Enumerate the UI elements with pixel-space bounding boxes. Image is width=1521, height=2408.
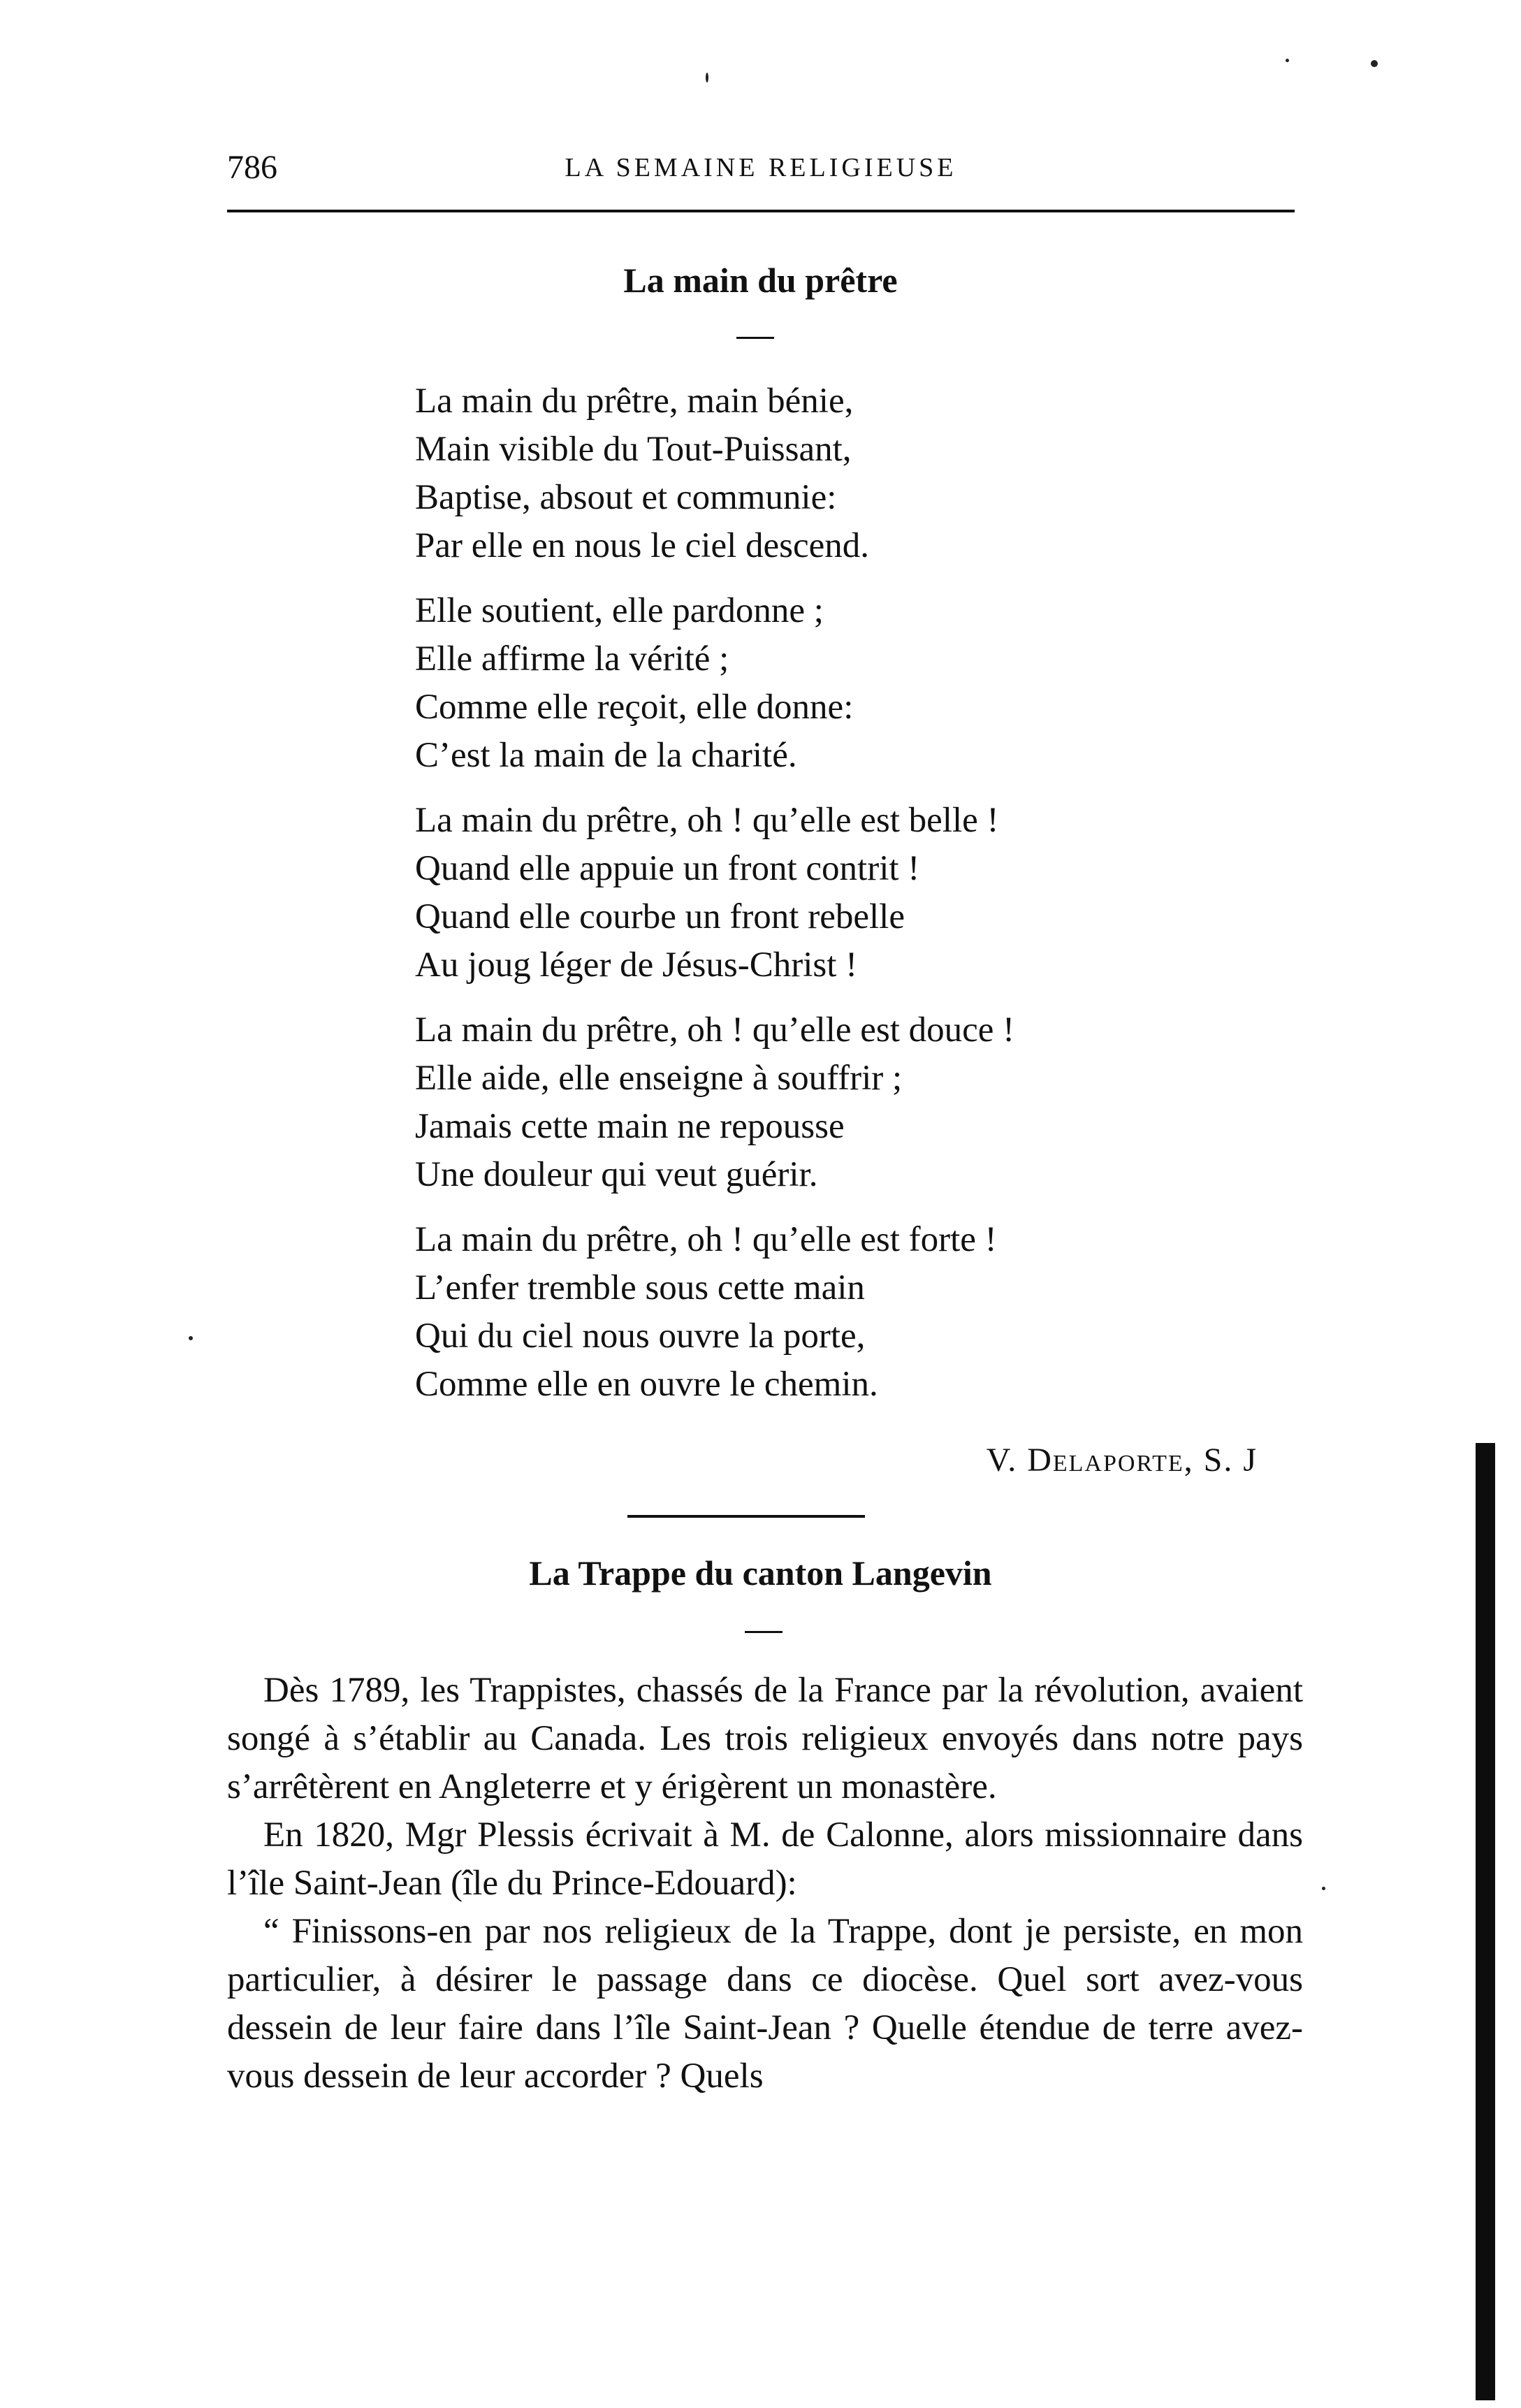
scan-speck [1286,59,1289,62]
verse: Quand elle courbe un front rebelle [415,897,905,936]
verse: La main du prêtre, main bénie, [415,382,854,421]
verse: La main du prêtre, oh ! qu’elle est belle ! [415,801,999,840]
article-body [227,1667,1303,2101]
verse: Elle affirme la vérité ; [415,639,729,679]
title-dash [736,337,774,339]
header-rule [227,210,1295,212]
stanza [415,1006,1253,1199]
verse: Comme elle en ouvre le chemin. [415,1365,878,1404]
scan-edge-shadow [1476,1443,1495,2400]
scan-speck [706,73,708,82]
verse: La main du prêtre, oh ! qu’elle est forte ! [415,1220,997,1259]
paragraph: “ Finissons-en par nos religieux de la Trappe, dont je persiste, en mon particulier, à désirer le passage dans ce diocèse. Quel sort avez-vous dessein de leur faire dans l’île Saint-Jean ? Quelle étendue de terre avez-vous dessein de leur accorder ? Quels [227,1912,1303,2096]
page-header [227,148,1295,197]
paragraph: Dès 1789, les Trappistes, chassés de la France par la révolution, avaient songé à s’établir au Canada. Les trois religieux envoyés dans notre pays s’arrêtèrent en Angleterre et y érigèrent un monastère. [227,1671,1303,1806]
scan-speck [1371,60,1378,67]
verse: Main visible du Tout-Puissant, [415,430,852,469]
verse: La main du prêtre, oh ! qu’elle est douce ! [415,1010,1015,1050]
verse: Au joug léger de Jésus-Christ ! [415,945,858,985]
paragraph: En 1820, Mgr Plessis écrivait à M. de Calonne, alors missionnaire dans l’île Saint-Jean (île du Prince-Edouard): [227,1815,1303,1903]
stanza [415,377,1253,570]
verse: Baptise, absout et communie: [415,478,837,517]
verse: Une douleur qui veut guérir. [415,1155,818,1194]
verse: Quand elle appuie un front contrit ! [415,849,920,888]
article-title-dash [745,1631,783,1633]
verse: Par elle en nous le ciel descend. [415,526,870,565]
stanza [415,1216,1253,1409]
stanza [415,587,1253,780]
verse: Qui du ciel nous ouvre la porte, [415,1317,866,1356]
poem [415,377,1253,1426]
section-divider [627,1515,865,1518]
scan-speck [1322,1887,1325,1890]
scan-speck [189,1336,193,1340]
verse: Elle aide, elle enseigne à souffrir ; [415,1059,903,1098]
verse: C’est la main de la charité. [415,736,797,775]
verse: L’enfer tremble sous cette main [415,1268,865,1307]
poem-signature: V. Delaporte, S. J [986,1442,1258,1479]
article-title: La Trappe du canton Langevin [529,1553,992,1593]
verse: Comme elle reçoit, elle donne: [415,688,854,727]
poem-title: La main du prêtre [623,261,898,300]
page-number: 786 [227,149,277,186]
verse: Jamais cette main ne repousse [415,1107,845,1146]
stanza [415,797,1253,989]
running-title: LA SEMAINE RELIGIEUSE [565,153,957,182]
verse: Elle soutient, elle pardonne ; [415,591,824,630]
